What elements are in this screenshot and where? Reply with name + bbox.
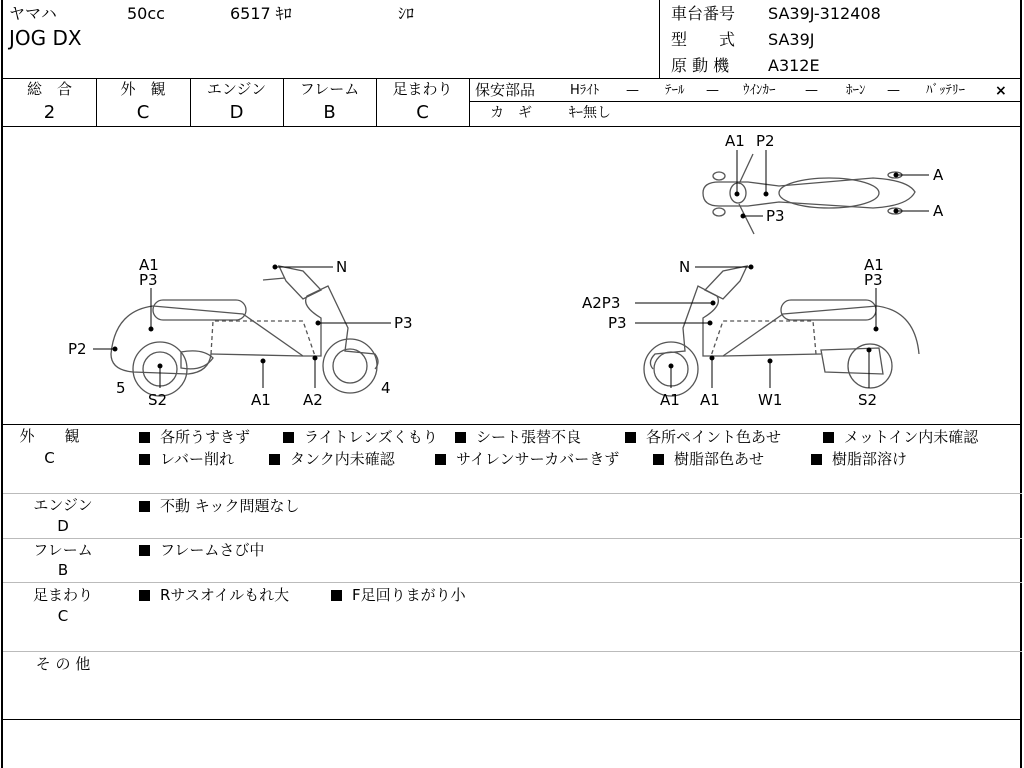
bullet-square-icon	[331, 590, 342, 601]
exterior-note: メットイン内未確認	[823, 430, 978, 445]
bullet-square-icon	[139, 501, 150, 512]
label-top-p2: P2	[756, 132, 775, 150]
engine-note: 不動 キック問題なし	[139, 499, 299, 514]
engine-code-label: 原 動 機	[671, 56, 730, 75]
scooter-diagram	[3, 126, 1022, 424]
rule	[3, 538, 1022, 539]
notes-frame-label: フレーム	[33, 541, 93, 559]
engine-label: エンジン	[206, 80, 267, 98]
bullet-square-icon	[269, 454, 280, 465]
label-right-a1-b2: A1	[700, 391, 720, 409]
bullet-square-icon	[653, 454, 664, 465]
label-left-a1: A1	[139, 256, 159, 274]
rule	[469, 101, 1022, 102]
frame-label: フレーム	[299, 80, 360, 98]
divider	[469, 78, 470, 126]
notes-suspension-label: 足まわり	[32, 586, 93, 604]
exterior-note: シート張替不良	[455, 430, 581, 445]
exterior-note: 各所ペイント色あせ	[625, 430, 781, 445]
label-left-a1-bottom: A1	[251, 391, 271, 409]
tail-label: ﾃｰﾙ	[665, 83, 685, 98]
label-top-a1: A1	[725, 132, 745, 150]
label-right-a1-b1: A1	[660, 391, 680, 409]
notes-other-label: そ の 他	[35, 655, 91, 673]
exterior-note: レバー削れ	[139, 452, 234, 467]
bullet-square-icon	[625, 432, 636, 443]
frame-no: SA39J-312408	[768, 4, 881, 23]
headlight-label: Hﾗｲﾄ	[570, 83, 600, 98]
bullet-square-icon	[139, 432, 150, 443]
label-right-a2p3: A2P3	[582, 294, 621, 312]
suspension-note: F足回りまがり小	[331, 588, 466, 603]
exterior-grade: C	[136, 102, 150, 123]
winker-label: ｳｲﾝｶｰ	[743, 83, 776, 98]
inspection-sheet	[1, 0, 1022, 768]
exterior-label: 外 観	[120, 80, 166, 98]
bullet-square-icon	[139, 545, 150, 556]
battery-value: ×	[995, 83, 1007, 99]
rule	[3, 582, 1022, 583]
key-value: ｷｰ無し	[569, 105, 611, 121]
exterior-note: 各所うすきず	[139, 430, 250, 445]
frame-grade: B	[323, 102, 336, 123]
model-code: SA39J	[768, 30, 815, 49]
bullet-square-icon	[811, 454, 822, 465]
mileage: 6517 ｷﾛ	[230, 4, 292, 23]
label-right-n: N	[679, 258, 691, 276]
bullet-square-icon	[139, 590, 150, 601]
header-divider	[659, 0, 660, 78]
exterior-note: 樹脂部色あせ	[653, 452, 764, 467]
notes-exterior-grade: C	[44, 449, 55, 467]
winker-value: —	[805, 83, 818, 98]
bullet-square-icon	[823, 432, 834, 443]
engine-grade: D	[229, 102, 244, 123]
model-code-label: 型 式	[671, 30, 736, 49]
suspension-grade: C	[416, 102, 429, 123]
engine-code: A312E	[768, 56, 820, 75]
bullet-square-icon	[139, 454, 150, 465]
overall-label: 総 合	[26, 80, 72, 98]
label-right-p3: P3	[864, 271, 883, 289]
tail-value: —	[706, 83, 719, 98]
notes-frame-grade: B	[57, 561, 69, 579]
suspension-note: Rサスオイルもれ大	[139, 588, 289, 603]
notes-engine-grade: D	[57, 517, 69, 535]
bullet-square-icon	[435, 454, 446, 465]
frame-no-label: 車台番号	[671, 4, 736, 23]
label-right-s2: S2	[858, 391, 878, 409]
exterior-note: ライトレンズくもり	[283, 430, 438, 445]
battery-label: ﾊﾞｯﾃﾘｰ	[926, 83, 965, 98]
frame-note: フレームさび中	[139, 543, 264, 558]
label-top-p3: P3	[766, 207, 785, 225]
overall-grade: 2	[43, 102, 56, 123]
label-left-5: 5	[116, 379, 126, 397]
label-left-p3: P3	[139, 271, 158, 289]
label-right-w1: W1	[758, 391, 783, 409]
rule	[3, 651, 1022, 652]
bullet-square-icon	[455, 432, 466, 443]
suspension-label: 足まわり	[392, 80, 453, 98]
label-right-p3b: P3	[608, 314, 627, 332]
exterior-note: 樹脂部溶け	[811, 452, 907, 467]
rule	[3, 424, 1022, 425]
body-color: ｼﾛ	[398, 4, 415, 23]
key-label: カ ギ	[490, 105, 532, 121]
rule	[3, 78, 1022, 79]
label-left-p2: P2	[68, 340, 87, 358]
label-top-a-lower: A	[933, 202, 944, 220]
rule	[3, 493, 1022, 494]
headlight-value: —	[626, 83, 639, 98]
label-left-s2: S2	[148, 391, 168, 409]
label-left-n: N	[336, 258, 348, 276]
exterior-note: サイレンサーカバーきず	[435, 452, 619, 467]
label-left-p3-front: P3	[394, 314, 413, 332]
notes-suspension-grade: C	[57, 607, 69, 625]
notes-exterior-label: 外 観	[19, 427, 80, 445]
horn-value: —	[887, 83, 900, 98]
label-right-a1: A1	[864, 256, 884, 274]
exterior-note: タンク内未確認	[269, 452, 395, 467]
label-top-a-upper: A	[933, 166, 944, 184]
safety-label: 保安部品	[475, 81, 536, 99]
horn-label: ﾎｰﾝ	[846, 83, 866, 98]
label-left-4: 4	[381, 379, 391, 397]
rule	[3, 719, 1022, 720]
bullet-square-icon	[283, 432, 294, 443]
model-name: JOG DX	[9, 26, 82, 50]
label-left-a2: A2	[303, 391, 323, 409]
displacement: 50cc	[127, 4, 165, 23]
notes-engine-label: エンジン	[33, 496, 93, 514]
maker: ヤマハ	[9, 4, 57, 23]
